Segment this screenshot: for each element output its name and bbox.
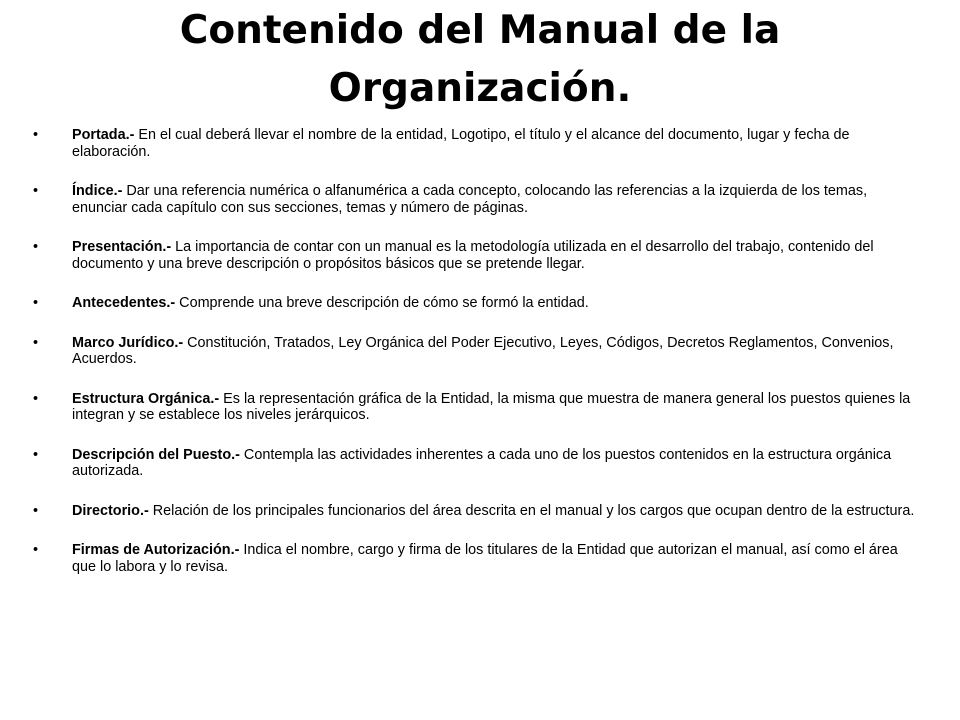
item-label: Directorio.- — [72, 502, 149, 519]
list-item-firmas-autorizacion — [33, 542, 923, 575]
list-item-descripcion-puesto — [33, 447, 923, 480]
item-label: Estructura Orgánica.- — [72, 390, 220, 407]
item-text: La importancia de contar con un manual es la metodología utilizada en el desarrollo del trabajo, contenido del documento y una breve descripción o propósitos básicos que se pretende llegar. — [72, 239, 874, 272]
item-label: Descripción del Puesto.- — [72, 446, 240, 463]
bullet-icon: • — [33, 390, 39, 407]
item-label: Presentación.- — [72, 239, 172, 255]
list-item-presentacion — [33, 239, 923, 272]
bullet-icon: • — [33, 542, 39, 558]
list-item-directorio — [33, 503, 923, 520]
item-label: Índice.- — [72, 183, 123, 199]
item-text: Indica el nombre, cargo y firma de los titulares de la Entidad que autorizan el manual, así como el área que lo labora y lo revisa. — [72, 542, 898, 575]
item-text: Relación de los principales funcionarios del área descrita en el manual y los cargos que ocupan dentro de la estructura. — [148, 502, 915, 519]
list-item-marco-juridico — [33, 335, 923, 368]
bullet-icon: • — [33, 502, 39, 519]
bullet-list — [33, 127, 923, 598]
bullet-icon: • — [33, 295, 39, 311]
item-text: Contempla las actividades inherentes a cada uno de los puestos contenidos en la estructura orgánica autorizada. — [72, 446, 892, 479]
item-text: Es la representación gráfica de la Entidad, la misma que muestra de manera general los puestos quienes la integran y se establece los niveles jerárquicos. — [72, 390, 911, 423]
list-item-indice — [33, 183, 923, 216]
item-text: Comprende una breve descripción de cómo se formó la entidad. — [175, 295, 589, 311]
bullet-icon: • — [33, 334, 39, 351]
list-item-estructura-organica — [33, 391, 923, 424]
item-text: Constitución, Tratados, Ley Orgánica del Poder Ejecutivo, Leyes, Códigos, Decretos Reglamentos, Convenios, Acuerdos. — [72, 334, 894, 367]
item-label: Portada.- — [72, 127, 135, 143]
item-text: En el cual deberá llevar el nombre de la entidad, Logotipo, el título y el alcance del documento, lugar y fecha de elaboración. — [72, 127, 850, 160]
bullet-icon: • — [33, 127, 39, 143]
slide-title: Contenido del Manual de la Organización. — [179, 8, 781, 111]
item-text: Dar una referencia numérica o alfanumérica a cada concepto, colocando las referencias a la izquierda de los temas, enunciar cada capítulo con sus secciones, temas y número de páginas. — [72, 183, 868, 216]
bullet-icon: • — [33, 183, 39, 199]
bullet-icon: • — [33, 446, 39, 463]
bullet-icon: • — [33, 239, 39, 255]
list-item-antecedentes — [33, 295, 923, 312]
item-label: Antecedentes.- — [72, 295, 176, 311]
item-label: Marco Jurídico.- — [72, 334, 184, 351]
item-label: Firmas de Autorización.- — [72, 542, 240, 558]
list-item-portada — [33, 127, 923, 160]
